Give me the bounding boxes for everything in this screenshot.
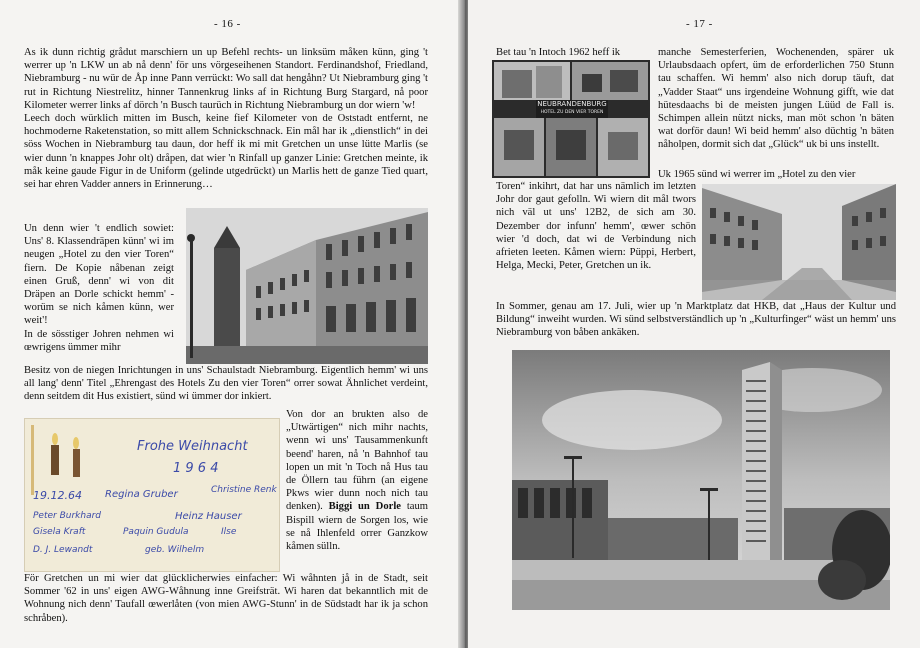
names-bold: Biggi un Dorle — [328, 501, 401, 513]
card-signature: D. J. Lewandt — [33, 545, 93, 555]
paragraph-hotel-guest: Besitz von de niegen Inrichtungen in uns' Schaulstadt Niebramburg. Eigentlich hemm' wi uns all lang' denn' Titel „Ehrengast des Hotels Zu den vier Toren“ orrer sowat Ähnlichet verdeint, denn seitdem dit Hus existiert, sünd wi ümmer dor inkiert. — [24, 365, 428, 403]
hkb-illustration — [512, 350, 890, 610]
card-signature: Ilse — [221, 527, 237, 537]
paragraph-1965: Uk 1965 sünd wi werrer im „Hotel zu den vier — [658, 169, 856, 180]
page-number: - 16 - — [214, 18, 241, 30]
postcard-subtitle: HOTEL ZU DEN VIER TOREN — [540, 110, 604, 115]
card-greeting: Frohe Weihnacht — [137, 439, 248, 454]
hotel-illustration — [186, 208, 428, 364]
reunion-text: Un denn wier 't endlich sowiet: Uns' 8. Klassendräpen künn' wi im neugen „Hotel zu den vier Toren“ fiern. De Kopie nåbenan zeigt einen Gruß, denn' wi von dit Dräpen an Dorle schickt hemm' - worüm se nich kåmen künn, wer weit'! — [24, 223, 174, 327]
card-signature: Gisela Kraft — [33, 527, 86, 537]
page-number: - 17 - — [686, 18, 713, 30]
greeting-card — [24, 418, 280, 572]
hkb-photo — [512, 350, 890, 610]
paragraph-travel — [286, 408, 428, 553]
paragraph-flat: För Gretchen un mi wier dat glücklicherwies einfacher: Wi wåhnten jå in de Stadt, seit Sommer '62 in uns' eigen AWG-Wåhnung inne Greifsträt. Wi haren dat bekanntlich mit de Wohnung nich denn' Taufall œwerlåten (von mien AWG-Stunn' in de Südstadt har ik ja schon schråben). — [24, 573, 428, 624]
paragraph-rocket-station: Leech doch würklich mitten im Busch, keine fief Kilometer von de Oststadt entfernt, ne hochmoderne Raketenstation, so mitt allem Schnickschnack. Ein mål har ik „dienstlich“ in dei söss Wochen in Niebramburg tau daun, dor heff ik mi mit Gretchen un unse lütte Marlis (se wier dunn 'n knappes Johr olt) dråpen, dat wier 'n Rinfall up ganzer Linie: Gretchen meinte, ik måk keine gaude Figur in de Uniform (gelinde utgedrückt) un Marlis hett de ganze Tied quart, sei har ehren Vadder anners in Erinnerung… — [24, 113, 428, 191]
travel-text-end: taum Bispill wiern de Sorgen los, wie se nå Ihlenfeld orrer Ganzkow kåmen sülln. — [286, 501, 429, 553]
card-signature: Heinz Hauser — [175, 511, 242, 522]
postcard-illustration — [492, 60, 650, 178]
postcard-collage — [492, 60, 650, 178]
paragraph-march: As ik dunn richtig grådut marschiern un up Befehl rechts- un linksüm måken künn, ging 't werrer up 'n LKW un ab nå denn' för uns vörgeseihenen Standort. Ferdinandshof, Friedland, Niebramburg - nu wür de Åp inne Pann verrückt: Wo sall dat hengåhn? Ut Niebramburg ging 't rut in Richtung Niestrelitz, hinner Tannenkrug links af in Richtung Burg Stargard, nå poor Kilometer werrer links af dörch 'n Busch taurüch in Richtung Niebramburg un dor wiern 'w! — [24, 47, 428, 111]
card-year: 1 9 6 4 — [173, 461, 219, 476]
sixties-text: In de sösstiger Johren nehmen wi œwrigens ümmer mihr — [24, 328, 174, 353]
street-illustration — [702, 184, 896, 300]
paragraph-semester: manche Semesterferien, Wochenenden, spärer uk Urlaubsdaach opfert, üm de erforderlichen 750 Stunn tau schaffen. Wi hemm' also nich dorup täuft, dat „Vadder Staat“ uns irgendeine Wohnung gifft, wie dat hütesdaachs bi de meisten jungen Lüüd de Fall is. Schimpen allein nützt nicks, man möt schon 'n bäten wat dorför daun! Wi beid hemm' also düchtig 'n bäten nåholpen, dormit sich dat „Glück“ uk bi uns instellt. — [658, 47, 894, 151]
hotel-photo — [186, 208, 428, 364]
travel-text: Von dor an brukten also de „Utwärtigen“ nich mihr nachts, wenn wi uns' Tausammenkunft beend' haren, nå 'n Bahnhof tau lopen un mit 'n Toch nå Hus tau de Öllern tau führn (an eigene Pkws wier dunn noch nich tau denken). — [286, 409, 428, 513]
candles-icon — [31, 425, 91, 495]
right-page — [468, 0, 920, 648]
paragraph-hkb: In Sommer, genau am 17. Juli, wier up 'n Marktplatz dat HKB, dat „Haus der Kultur und Bildung“ inweiht wurden. Wi sünd selbstverständlich up 'n „Kulturfinger“ wäst un hemm' uns Niebramburg von båben ankäken. — [496, 301, 896, 339]
card-signature: Regina Gruber — [105, 489, 178, 500]
street-photo — [702, 184, 896, 300]
card-signature: Paquin Gudula — [123, 527, 189, 537]
paragraph-class-reunion — [24, 222, 174, 354]
postcard-title: NEUBRANDENBURG — [537, 100, 607, 108]
paragraph-toren: Toren“ inkihrt, dat har uns nämlich im letzten Johr dor gaut gefolln. Wi wiern dit mål twors nich väl ut uns' 12B2, de sich am 30. Dezember dor infunn' hemm', œwer schön wier 'd doch, dat wi de Verbindung nich afrieten leeten. Kåmen wiern: Püppi, Herbert, Helga, Mecki, Peter, Gretchen un ik. — [496, 181, 696, 272]
card-signature: Peter Burkhard — [33, 511, 102, 521]
card-signature: geb. Wilhelm — [145, 545, 205, 555]
postcard-banner — [536, 100, 608, 118]
card-date: 19.12.64 — [33, 489, 82, 502]
first-line: Bet tau 'n Intoch 1962 heff ik — [496, 47, 621, 58]
card-signature: Christine Renk — [211, 485, 277, 495]
paragraph-intro — [24, 46, 428, 191]
